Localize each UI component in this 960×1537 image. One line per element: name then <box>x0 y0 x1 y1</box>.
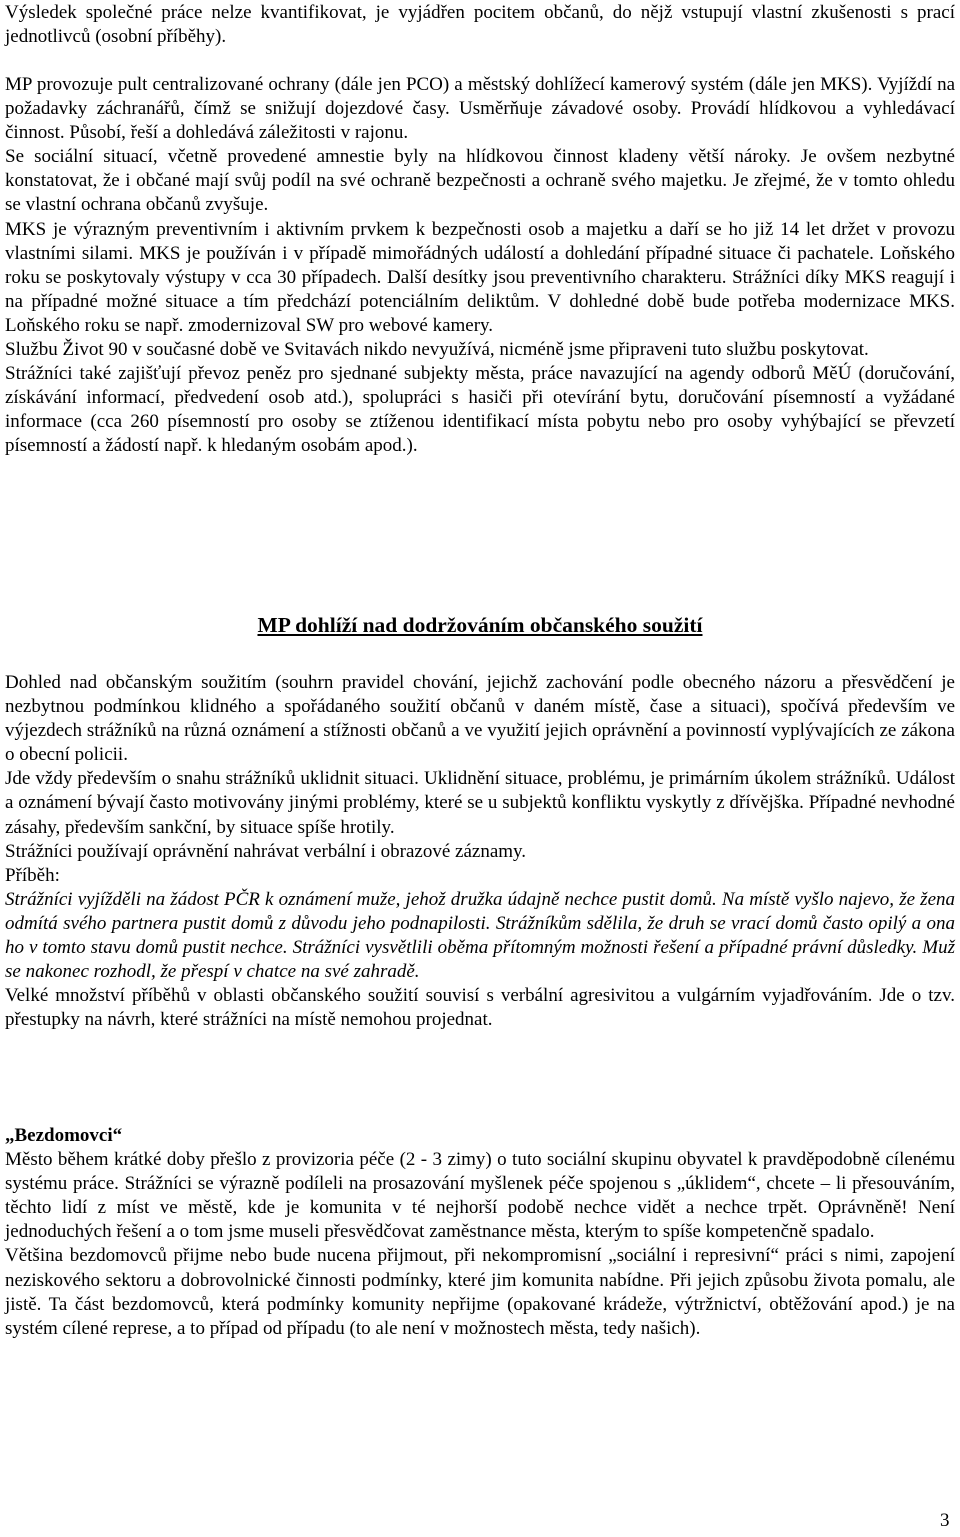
paragraph: Jde vždy především o snahu strážníků uklidnit situaci. Uklidnění situace, problému, je primárním úkolem strážníků. Událost a oznámení bývají často motivovány jinými problémy, které se u subjektů konfliktu vyskytly z dřívějška. Případné nevhodné zásahy, především sankční, by situace spíše hrotily. <box>5 768 955 838</box>
intro-section <box>5 1 955 49</box>
paragraph: MKS je výrazným preventivním i aktivním prvkem k bezpečnosti osob a majetku a daří se ho již 14 let držet v provozu vlastními silami. MKS je používán i v případě mimořádných událostí a dohledání případné situace či pachatele. Loňského roku se poskytovaly výstupy v cca 30 případech. Další desítky jsou preventivního charakteru. Strážníci díky MKS reagují i na případné možné situace a tím předchází potenciálním deliktům. V dohledné době bude potřeba modernizace MKS. Loňského roku se např. zmodernizoval SW pro webové kamery. <box>5 218 955 336</box>
story-text: Strážníci vyjížděli na žádost PČR k oznámení muže, jehož družka údajně nechce pustit domů. Na místě vyšlo najevo, že žena odmítá svého partnera pustit domů z důvodu jeho podnapilosti. Strážníkům sdělila, že druh se vrací domů často opilý a ona ho v tomto stavu domů pustit nechce. Strážníci vysvětlili oběma přítomným možnosti řešení a případné právní důsledky. Muž se nakonec rozhodl, že přespí v chatce na své zahradě. <box>5 888 955 983</box>
paragraph: Město během krátké doby přešlo z provizoria péče (2 - 3 zimy) o tuto sociální skupinu obyvatel k pravděpodobně cílenému systému práce. Strážníci se výrazně podíleli na prosazování myšlenek péče spojenou s „úklidem“, chcete – li přesouváním, těchto lidí z míst ve městě, kde je komunita v té nejhorší podobě nechce vidět a nechce trpět. Oprávněně! Není jednoduchých řešení a o tom jsme museli přesvědčovat zaměstnance města, kterým to spíše kompetenčně spadalo. <box>5 1149 955 1243</box>
section-heading: MP dohlíží nad dodržováním občanského soužití <box>257 613 703 637</box>
section-heading-container <box>5 612 955 638</box>
story-label: Příběh: <box>5 864 60 886</box>
paragraph: Se sociální situací, včetně provedené amnestie byly na hlídkovou činnost kladeny větší nároky. Je ovšem nezbytné konstatovat, že i občané mají svůj podíl na své ochraně bezpečnosti a ochraně svého majetku. Je zřejmé, že v tomto ohledu se vlastní ochrana občanů zvyšuje. <box>5 146 955 216</box>
paragraph: Strážníci používají oprávnění nahrávat verbální i obrazové záznamy. <box>5 840 527 862</box>
page-number: 3 <box>940 1510 950 1531</box>
paragraph: MP provozuje pult centralizované ochrany (dále jen PCO) a městský dohlížecí kamerový systém (dále jen MKS). Vyjíždí na požadavky záchranářů, čímž se snižují dojezdové časy. Usměrňuje závadové osoby. Provádí hlídkovou a vyhledávací činnost. Působí, řeší a dohledává záležitosti v rajonu. <box>5 74 955 144</box>
mp-activities-section <box>5 73 955 459</box>
homeless-section <box>5 1124 955 1341</box>
paragraph: Strážníci také zajišťují převoz peněz pro sjednané subjekty města, práce navazující na agendy odborů MěÚ (doručování, získávání informací, předvedení osob atd.), spolupráci s hasiči při otevírání bytu, doručování písemností a vyžádané informace (cca 260 písemností pro osoby se ztíženou identifikací místa pobytu nebo pro osoby vyhýbající se převzetí písemností a žádostí např. k hledaným osobám apod.). <box>5 363 955 457</box>
civil-coexistence-section <box>5 671 955 1032</box>
paragraph: Velké množství příběhů v oblasti občanského soužití souvisí s verbální agresivitou a vulgárním vyjadřováním. Jde o tzv. přestupky na návrh, které strážníci na místě nemohou projednat. <box>5 985 955 1031</box>
paragraph: Dohled nad občanským soužitím (souhrn pravidel chování, jejichž zachování podle obecného názoru a přesvědčení je nezbytnou podmínkou klidného a spořádaného soužití občanů v daném místě, čase a situaci), spočívá především ve výjezdech strážníků na různá oznámení a stížnosti občanů a ve využití jejich oprávnění a povinností vyplývajících ze zákona o obecní policii. <box>5 672 955 766</box>
subheading: „Bezdomovci“ <box>5 1125 123 1146</box>
paragraph: Výsledek společné práce nelze kvantifikovat, je vyjádřen pocitem občanů, do nějž vstupují vlastní zkušenosti s prací jednotlivců (osobní příběhy). <box>5 2 955 48</box>
paragraph: Službu Život 90 v současné době ve Svitavách nikdo nevyužívá, nicméně jsme připraveni tuto službu poskytovat. <box>5 339 869 361</box>
paragraph: Většina bezdomovců přijme nebo bude nucena přijmout, při nekompromisní „sociální i represivní“ práci s nimi, zapojení neziskového sektoru a dobrovolnické činnosti podmínky, které jim komunita nabídne. Při jejich způsobu života pomalu, ale jistě. Ta část bezdomovců, která podmínky komunity nepřijme (opakované krádeže, výtržnictví, obtěžování apod.) je na systém cílené represe, a to případ od případu (to ale není v možnostech města, tedy našich). <box>5 1245 955 1339</box>
